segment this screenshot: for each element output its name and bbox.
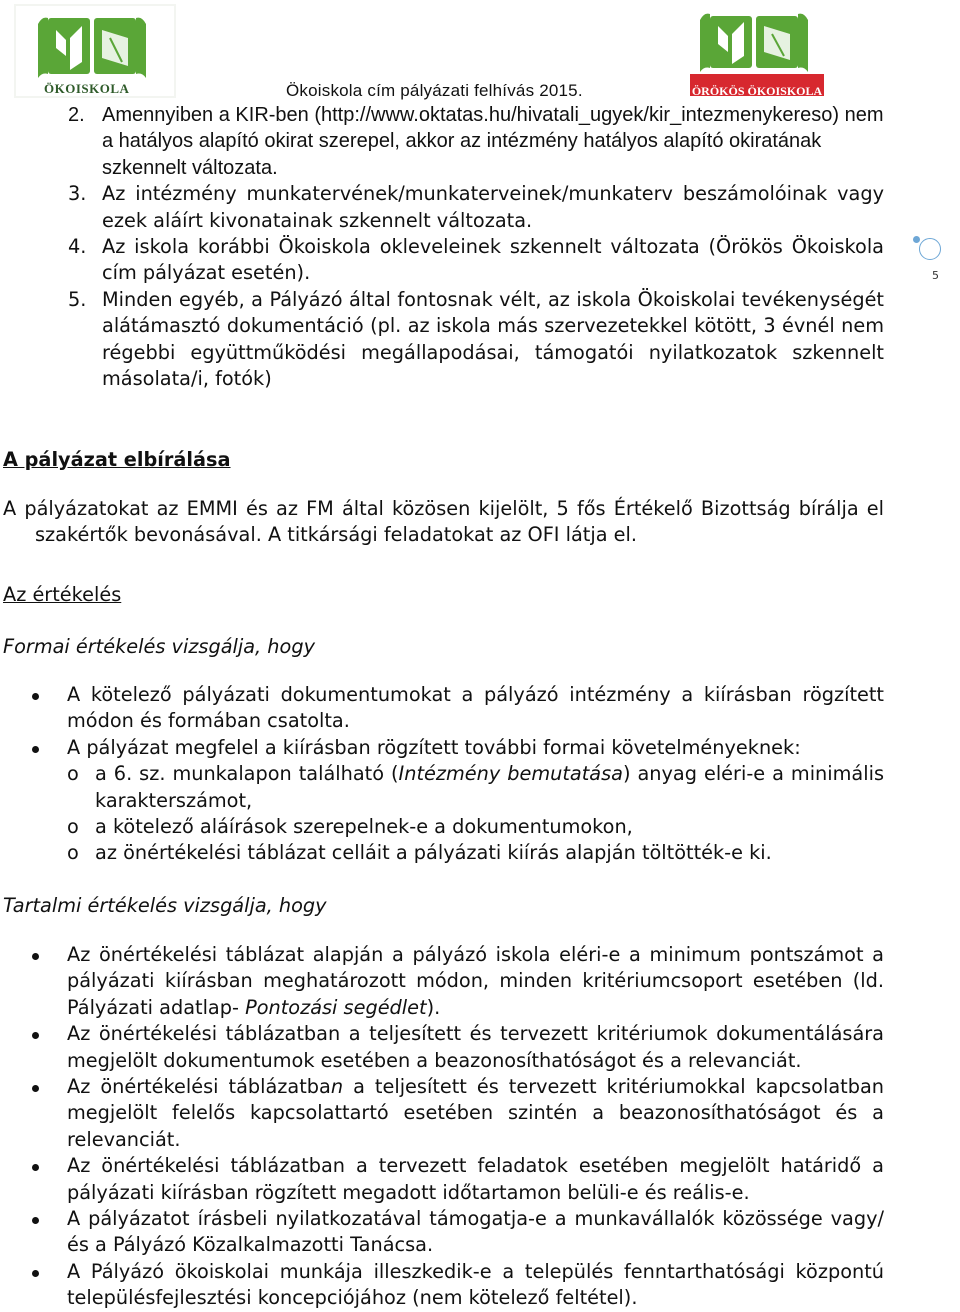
list-item-text: A kötelező pályázati dokumentumokat a pályázó intézmény a kiírásban rögzített módon és formában csatolta. [67,683,884,733]
logo-right-label: ÖRÖKÖS ÖKOISKOLA [691,84,823,98]
list-item [30,942,884,1021]
bullet-icon [32,746,39,753]
page-number: 5 [932,269,939,282]
list-item [30,1206,884,1259]
logo-left-label: ÖKOISKOLA [44,81,130,96]
page-header-title: Ökoiskola cím pályázati felhívás 2015. [286,81,583,100]
list-item-text: A Pályázó ökoiskolai munkája illeszkedik-e a település fenntarthatósági központú településfejlesztési koncepciójához (nem kötelező feltétel). [67,1259,884,1310]
formal-criteria-list [30,682,884,867]
list-item-text: A pályázat megfelel a kiírásban rögzített további formai követelményeknek: [67,735,801,759]
formal-sub-list [30,761,884,867]
page-marker-circle [919,238,941,260]
list-item-text: Az önértékelési táblázatba [67,1075,331,1099]
list-item [30,735,884,761]
list-item-text: Az iskola korábbi Ökoiskola okleveleinek szkennelt változata (Örökös Ökoiskola cím pályázat esetén). [102,235,884,285]
sub-item-text: a kötelező aláírások szerepelnek-e a dokumentumokon, [95,815,633,839]
bullet-icon [32,953,39,960]
bullet-icon [32,1164,39,1171]
sub-bullet-icon: o [67,762,79,786]
list-item-text: ). [426,995,441,1019]
list-item-text: Minden egyéb, a Pályázó által fontosnak vélt, az iskola Ökoiskolai tevékenységét alátámasztó dokumentáció (pl. az iskola más szervezetekkel kötött, 3 évnél nem régebbi együttműködési megállapodásai, támogatói nyilatkozatok szkennelt másolata/i, fotók) [102,287,884,391]
list-item-italic: n [330,1075,344,1099]
content-evaluation-heading: Tartalmi értékelés vizsgálja, hogy [3,894,327,917]
sub-item-italic: Intézmény bemutatása [398,762,623,786]
list-item-text: a teljesített és tervezett kritériumokkal kapcsolatban megjelölt felelős kapcsolattartó esetében szintén a beazonosíthatóságot és a relevanciát. [67,1075,884,1151]
list-number: 2. [68,104,85,126]
permanent-ecoschool-logo [676,4,838,98]
list-item-text: Az önértékelési táblázat alapján a pályázó iskola eléri-e a minimum pontszámot a pályázati kiírásban meghatározott módon, minden kritériumcsoport esetében (ld. Pályázati adatlap- [67,943,884,1019]
list-number: 5. [68,287,87,311]
bullet-icon [32,1085,39,1092]
content-criteria-list [30,942,884,1312]
list-item [30,1153,884,1206]
list-item [30,1074,884,1153]
list-item [60,234,884,287]
list-item-text: Az önértékelési táblázatban a teljesített és tervezett kritériumok dokumentálására megjelölt dokumentumok esetében a beazonosíthatóságot és a relevanciát. [67,1022,884,1072]
list-item-text: Az önértékelési táblázatban a tervezett feladatok esetében megjelölt határidő a pályázati kiírásban rögzített megadott időtartamon belüli-e és reális-e. [67,1154,884,1204]
list-number: 3. [68,182,87,206]
list-item [30,1259,884,1312]
sub-bullet-icon: o [67,841,79,865]
bullet-icon [32,693,39,700]
sub-item-text: az önértékelési táblázat celláit a pályázati kiírás alapján töltötték-e ki. [95,841,772,865]
ecoschool-logo [14,4,176,98]
bullet-icon [32,1270,39,1277]
list-item [30,682,884,735]
judging-paragraph-line2: szakértők bevonásával. A titkársági feladatokat az OFI látja el. [35,523,637,547]
sub-item-text: a 6. sz. munkalapon található ( [95,762,399,786]
sub-bullet-icon: o [67,815,79,839]
bullet-icon [32,1032,39,1039]
required-documents-list [60,102,884,392]
list-item-italic: Pontozási segédlet [245,995,427,1019]
list-item [60,181,884,234]
judging-paragraph-line1: A pályázatokat az EMMI és az FM által közösen kijelölt, 5 fős Értékelő Bizottság bírálja el [3,497,884,520]
sub-list-item [30,814,884,840]
page-marker-dot [913,236,920,243]
list-item [60,102,884,181]
sub-item-text: ) anyag eléri-e a minimális karakterszámot, [95,762,884,812]
list-item-text: A pályázatot írásbeli nyilatkozatával támogatja-e a munkavállalók közössége vagy/és a Pályázó Közalkalmazotti Tanácsa. [67,1207,884,1257]
list-item [30,1021,884,1074]
formal-evaluation-heading: Formai értékelés vizsgálja, hogy [3,635,315,658]
list-item-text: Az intézmény munkatervének/munkaterveinek/munkaterv beszámolóinak vagy ezek aláírt kivonatainak szkennelt változata. [102,182,884,232]
list-item-text: Amennyiben a KIR-ben (http://www.oktatas.hu/hivatali_ugyek/kir_intezmenykereso) nem a hatályos alapító okirat szerepel, akkor az intézmény hatályos alapító okiratának szkennelt változata. [102,104,884,179]
judging-heading: A pályázat elbírálása [3,448,231,471]
bullet-icon [32,1217,39,1224]
list-item [60,287,884,393]
evaluation-heading: Az értékelés [3,583,122,606]
sub-list-item [30,840,884,866]
list-number: 4. [68,235,87,259]
judging-paragraph [3,496,884,549]
sub-list-item [30,761,884,814]
